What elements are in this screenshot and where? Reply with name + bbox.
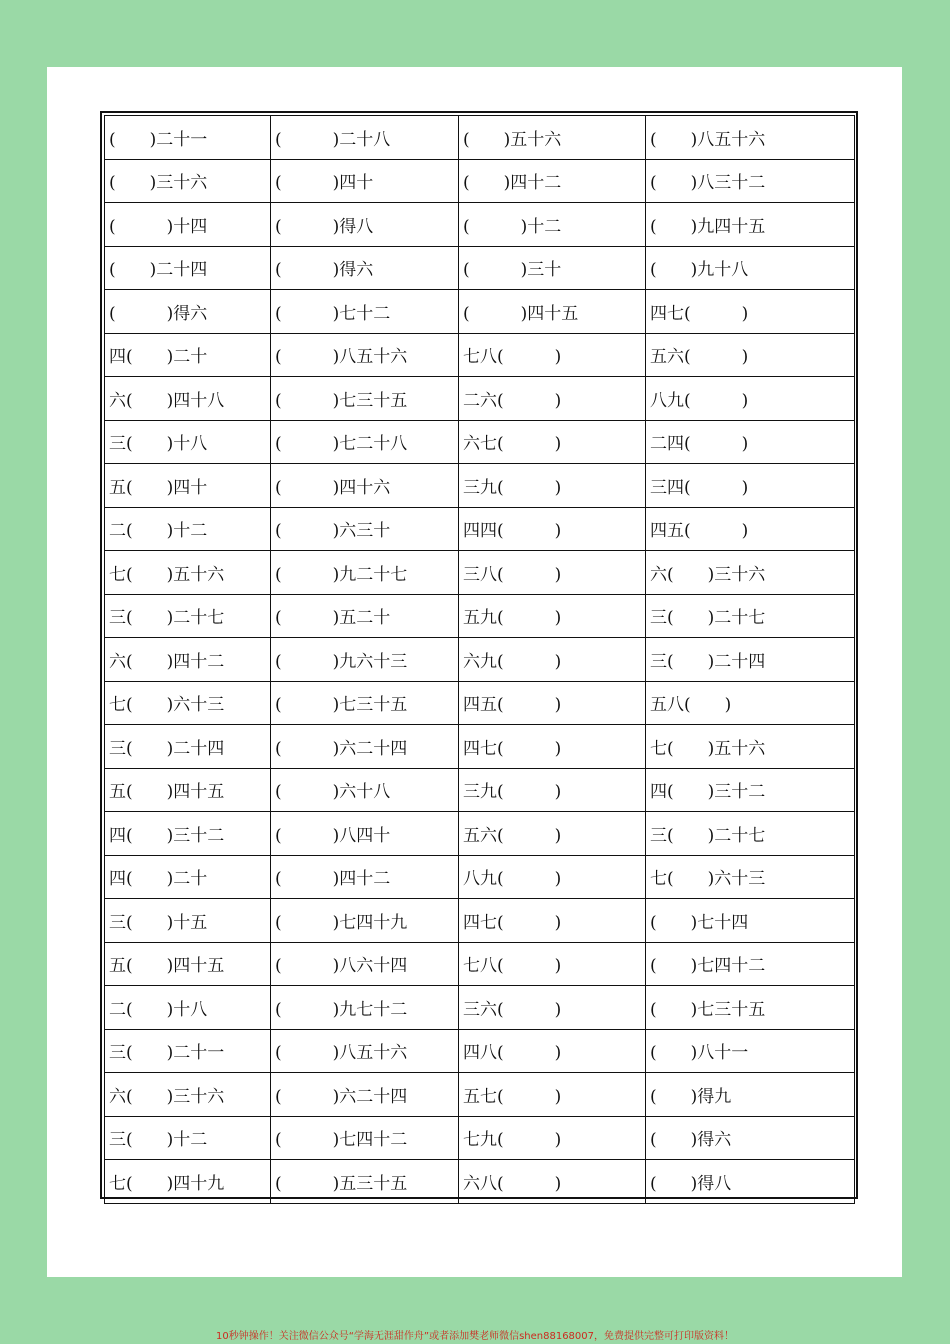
table-cell: ( )得六 — [105, 290, 271, 334]
table-row — [105, 681, 855, 725]
table-row — [105, 377, 855, 421]
table-cell: 四( )三十二 — [646, 768, 855, 812]
table-cell: ( )得六 — [271, 246, 459, 290]
table-cell: ( )七四十二 — [646, 942, 855, 986]
table-cell: 六( )四十二 — [105, 638, 271, 682]
table-cell: ( )六十八 — [271, 768, 459, 812]
table-row — [105, 290, 855, 334]
worksheet-page — [47, 67, 902, 1277]
table-cell: 二( )十八 — [105, 986, 271, 1030]
table-cell: ( )五二十 — [271, 594, 459, 638]
table-cell: 五八( ) — [646, 681, 855, 725]
table-cell: 四五( ) — [646, 507, 855, 551]
table-cell: ( )九二十七 — [271, 551, 459, 595]
table-cell: ( )七三十五 — [271, 681, 459, 725]
table-row — [105, 551, 855, 595]
table-cell: 三( )二十一 — [105, 1029, 271, 1073]
table-cell: ( )五十六 — [459, 116, 646, 160]
table-cell: 五六( ) — [459, 812, 646, 856]
table-cell: 三( )二十七 — [105, 594, 271, 638]
table-row — [105, 725, 855, 769]
table-cell: ( )二十四 — [105, 246, 271, 290]
table-cell: ( )八六十四 — [271, 942, 459, 986]
table-cell: 六( )三十六 — [105, 1073, 271, 1117]
table-cell: 六八( ) — [459, 1160, 646, 1204]
table-cell: 三( )二十七 — [646, 812, 855, 856]
table-cell: ( )八五十六 — [271, 1029, 459, 1073]
table-cell: 四( )二十 — [105, 333, 271, 377]
table-body — [105, 116, 855, 1204]
table-cell: 七( )六十三 — [646, 855, 855, 899]
table-cell: ( )三十六 — [105, 159, 271, 203]
table-row — [105, 1160, 855, 1204]
footer-note: 10秒钟操作！关注微信公众号“学海无涯甜作舟”或者添加樊老师微信shen88168007，免费提供完整可打印版资料！ — [215, 1331, 735, 1342]
table-cell: ( )七十二 — [271, 290, 459, 334]
table-cell: 四八( ) — [459, 1029, 646, 1073]
table-row — [105, 1029, 855, 1073]
table-cell: ( )七三十五 — [646, 986, 855, 1030]
table-row — [105, 986, 855, 1030]
table-cell: 四( )二十 — [105, 855, 271, 899]
table-row — [105, 899, 855, 943]
table-cell: ( )三十 — [459, 246, 646, 290]
table-row — [105, 768, 855, 812]
table-row — [105, 942, 855, 986]
table-row — [105, 638, 855, 682]
table-cell: ( )四十六 — [271, 464, 459, 508]
table-cell: ( )六二十四 — [271, 1073, 459, 1117]
table-row — [105, 855, 855, 899]
table-cell: ( )四十二 — [271, 855, 459, 899]
table-cell: ( )八十一 — [646, 1029, 855, 1073]
table-row — [105, 116, 855, 160]
table-cell: ( )九十八 — [646, 246, 855, 290]
table-cell: 二( )十二 — [105, 507, 271, 551]
table-cell: 五六( ) — [646, 333, 855, 377]
table-cell: ( )八四十 — [271, 812, 459, 856]
table-cell: ( )九六十三 — [271, 638, 459, 682]
table-cell: ( )八五十六 — [271, 333, 459, 377]
table-cell: ( )八三十二 — [646, 159, 855, 203]
table-cell: 五七( ) — [459, 1073, 646, 1117]
table-cell: 七八( ) — [459, 942, 646, 986]
table-cell: 四四( ) — [459, 507, 646, 551]
table-cell: ( )七四十九 — [271, 899, 459, 943]
table-cell: 七八( ) — [459, 333, 646, 377]
table-cell: 三九( ) — [459, 768, 646, 812]
table-cell: 三九( ) — [459, 464, 646, 508]
table-cell: 四七( ) — [459, 899, 646, 943]
table-cell: ( )得九 — [646, 1073, 855, 1117]
table-cell: 三四( ) — [646, 464, 855, 508]
table-row — [105, 507, 855, 551]
table-cell: 二四( ) — [646, 420, 855, 464]
table-row — [105, 1073, 855, 1117]
table-cell: 七( )四十九 — [105, 1160, 271, 1204]
table-cell: ( )二十八 — [271, 116, 459, 160]
table-cell: 四( )三十二 — [105, 812, 271, 856]
table-cell: 六九( ) — [459, 638, 646, 682]
table-cell: 六七( ) — [459, 420, 646, 464]
table-cell: ( )四十五 — [459, 290, 646, 334]
table-cell: ( )七二十八 — [271, 420, 459, 464]
table-cell: 三( )二十七 — [646, 594, 855, 638]
table-cell: ( )得八 — [271, 203, 459, 247]
table-cell: 三( )十五 — [105, 899, 271, 943]
table-cell: 二六( ) — [459, 377, 646, 421]
table-cell: ( )七三十五 — [271, 377, 459, 421]
table-row — [105, 246, 855, 290]
table-cell: ( )九四十五 — [646, 203, 855, 247]
table-cell: 五( )四十五 — [105, 942, 271, 986]
table-cell: 六( )四十八 — [105, 377, 271, 421]
table-cell: ( )七十四 — [646, 899, 855, 943]
table-cell: 四七( ) — [646, 290, 855, 334]
table-cell: 三( )二十四 — [105, 725, 271, 769]
table-row — [105, 594, 855, 638]
table-cell: 三( )十八 — [105, 420, 271, 464]
table-row — [105, 1116, 855, 1160]
table-cell: 五( )四十五 — [105, 768, 271, 812]
table-cell: 七( )五十六 — [105, 551, 271, 595]
table-cell: ( )二十一 — [105, 116, 271, 160]
table-cell: 四七( ) — [459, 725, 646, 769]
table-cell: 三六( ) — [459, 986, 646, 1030]
table-row — [105, 464, 855, 508]
table-cell: 八九( ) — [459, 855, 646, 899]
table-cell: ( )六二十四 — [271, 725, 459, 769]
table-cell: 七( )六十三 — [105, 681, 271, 725]
table-cell: 三( )二十四 — [646, 638, 855, 682]
table-cell: 五九( ) — [459, 594, 646, 638]
table-cell: ( )四十二 — [459, 159, 646, 203]
table-cell: ( )四十 — [271, 159, 459, 203]
table-cell: ( )五三十五 — [271, 1160, 459, 1204]
table-cell: ( )九七十二 — [271, 986, 459, 1030]
table-row — [105, 333, 855, 377]
table-cell: 八九( ) — [646, 377, 855, 421]
worksheet-table-frame — [100, 111, 858, 1199]
table-row — [105, 159, 855, 203]
table-cell: ( )十四 — [105, 203, 271, 247]
table-cell: 四五( ) — [459, 681, 646, 725]
table-cell: 七九( ) — [459, 1116, 646, 1160]
table-cell: ( )得八 — [646, 1160, 855, 1204]
table-row — [105, 812, 855, 856]
table-cell: 五( )四十 — [105, 464, 271, 508]
table-cell: 六( )三十六 — [646, 551, 855, 595]
table-cell: ( )得六 — [646, 1116, 855, 1160]
table-cell: 七( )五十六 — [646, 725, 855, 769]
table-cell: ( )八五十六 — [646, 116, 855, 160]
table-row — [105, 203, 855, 247]
table-cell: ( )六三十 — [271, 507, 459, 551]
table-cell: 三( )十二 — [105, 1116, 271, 1160]
table-cell: ( )七四十二 — [271, 1116, 459, 1160]
multiplication-fill-table — [104, 115, 855, 1204]
table-row — [105, 420, 855, 464]
table-cell: 三八( ) — [459, 551, 646, 595]
table-cell: ( )十二 — [459, 203, 646, 247]
